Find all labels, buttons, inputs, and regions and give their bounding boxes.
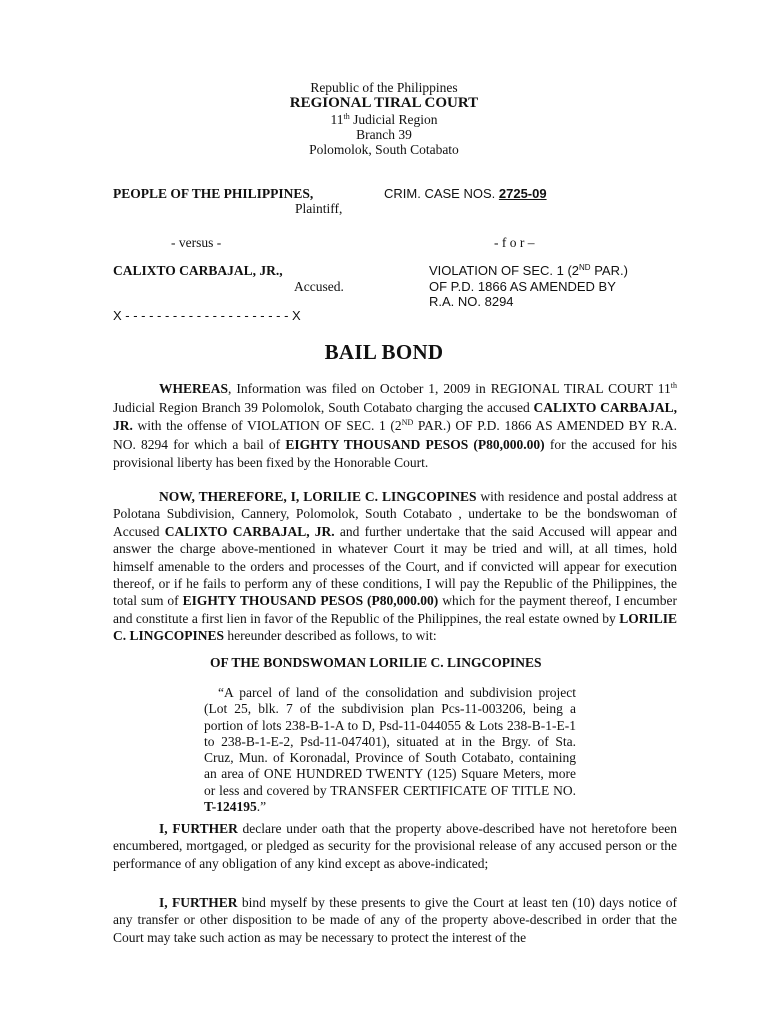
republic-line: Republic of the Philippines	[310, 80, 458, 95]
offense-line-2: OF P.D. 1866 AS AMENDED BY	[429, 279, 616, 294]
offense-line-1: VIOLATION OF SEC. 1 (2ND PAR.)	[429, 263, 628, 278]
accused-name: CALIXTO CARBAJAL, JR.,	[113, 263, 283, 278]
judicial-region: 11th Judicial Region	[330, 112, 438, 127]
document-title: BAIL BOND	[324, 340, 444, 364]
location-line: Polomolok, South Cotabato	[309, 142, 459, 157]
court-name: REGIONAL TIRAL COURT	[289, 95, 479, 111]
paragraph-undertaking: NOW, THEREFORE, I, LORILIE C. LINGCOPINES with residence and postal address at Polotana Subdivision, Cannery, Polomolok, South Cotabato , undertake to be the bondswoman of Accused CALIXTO CARBAJAL, JR. and further undertake that the said Accused will appear and answer the charge above-mentioned in whatever Court it may be tried and will, at all times, hold himself amenable to the orders and processes of the Court, and if convicted will appear for execution thereof, or if he fails to perform any of these conditions, I will pay the Republic of the Philippines, the total sum of EIGHTY THOUSAND PESOS (P80,000.00) which for the payment thereof, I encumber and constitute a first lien in favor of the Republic of the Philippines, the real estate owned by LORILIE C. LINGCOPINES hereunder described as follows, to wit:	[113, 489, 678, 644]
plaintiff-name: PEOPLE OF THE PHILIPPINES,	[113, 186, 314, 201]
for-label: - f o r –	[494, 235, 535, 250]
plaintiff-role: Plaintiff,	[295, 201, 343, 216]
property-description: “A parcel of land of the consolidation and subdivision project (Lot 25, blk. 7 of the subdivision plan Pcs-11-003206, being a portion of lots 238-B-1-A to D, Psd-11-044055 & Lots 238-B-1-E-1 to 238-B-1-E-2, Psd-11-047401), situated at in the Brgy. of Sta. Cruz, Mun. of Koronadal, Province of South Cotabato, containing an area of ONE HUNDRED TWENTY (125) Square Meters, more or less and covered by TRANSFER CERTIFICATE OF TITLE NO. T-124195.”	[204, 685, 576, 815]
paragraph-declaration: I, FURTHER declare under oath that the property above-described have not heretofore been encumbered, mortgaged, or pledged as security for the provisional release of any accused person or the performance of any obligation of any kind except as above-indicated;	[113, 821, 677, 871]
section-heading: OF THE BONDSWOMAN LORILIE C. LINGCOPINES	[210, 655, 542, 670]
paragraph-whereas: WHEREAS, Information was filed on October 1, 2009 in REGIONAL TIRAL COURT 11th Judicial Region Branch 39 Polomolok, South Cotabato charging the accused CALIXTO CARBAJAL, JR. with the offense of VIOLATION OF SEC. 1 (2ND PAR.) OF P.D. 1866 AS AMENDED BY R.A. NO. 8294 for which a bail of EIGHTY THOUSAND PESOS (P80,000.00) for the accused for his provisional liberty has been fixed by the Honorable Court.	[113, 381, 677, 470]
offense-line-3: R.A. NO. 8294	[429, 294, 514, 309]
case-number: CRIM. CASE NOS. 2725-09	[384, 186, 547, 201]
paragraph-notice: I, FURTHER bind myself by these presents to give the Court at least ten (10) days notice of any transfer or other disposition to be made of any of the property above-described in order that the Court may take such action as may be necessary to protect the interest of the	[113, 895, 677, 945]
branch-line: Branch 39	[356, 127, 412, 142]
versus-label: - versus -	[171, 235, 222, 250]
accused-role: Accused.	[294, 279, 344, 294]
caption-separator: X - - - - - - - - - - - - - - - - - - - - - X	[113, 308, 301, 323]
